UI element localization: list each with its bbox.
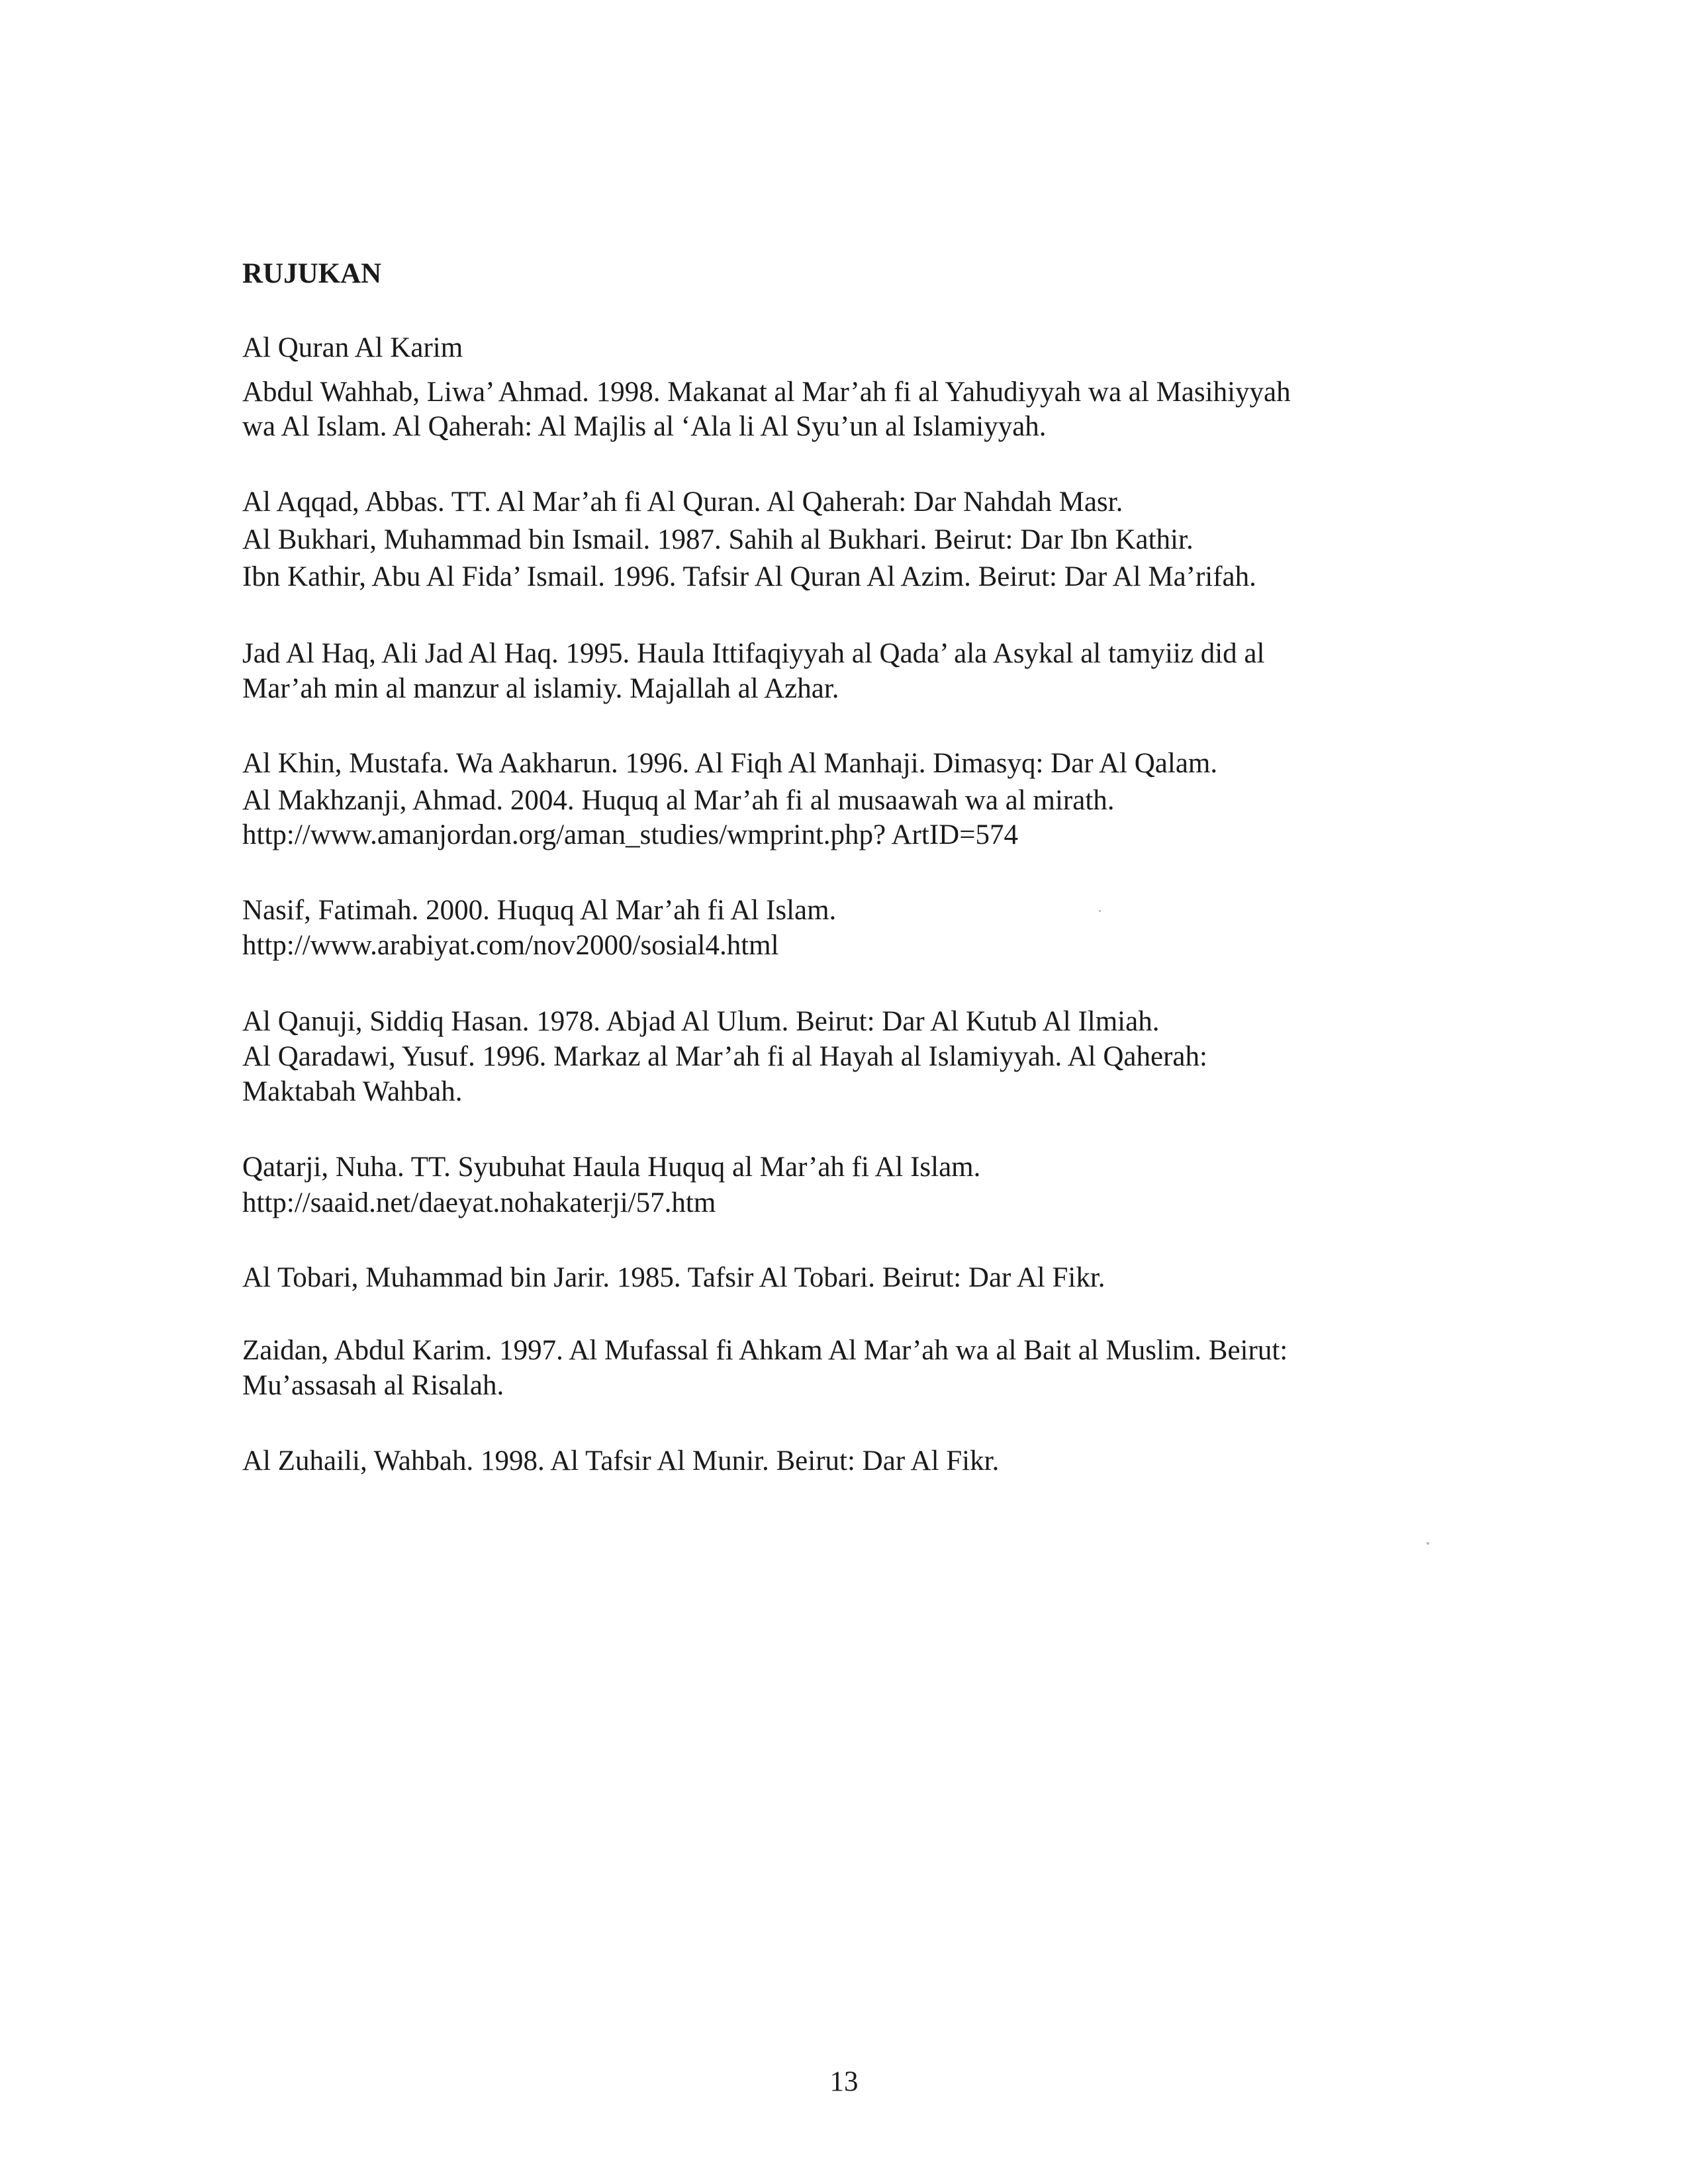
reference-line: Al Khin, Mustafa. Wa Aakharun. 1996. Al Fiqh Al Manhaji. Dimasyq: Dar Al Qalam. (242, 748, 1218, 779)
reference-line: Al Qaradawi, Yusuf. 1996. Markaz al Mar’ah fi al Hayah al Islamiyyah. Al Qaherah: (242, 1041, 1207, 1072)
reference-line: Al Zuhaili, Wahbah. 1998. Al Tafsir Al Munir. Beirut: Dar Al Fikr. (242, 1445, 1000, 1477)
reference-line: Zaidan, Abdul Karim. 1997. Al Mufassal fi Ahkam Al Mar’ah wa al Bait al Muslim. Beirut: (242, 1335, 1288, 1366)
reference-line: http://www.arabiyat.com/nov2000/sosial4.html (242, 930, 779, 961)
page-title: RUJUKAN (242, 258, 382, 289)
reference-line: http://www.amanjordan.org/aman_studies/wmprint.php? ArtID=574 (242, 819, 1018, 850)
reference-line: Abdul Wahhab, Liwa’ Ahmad. 1998. Makanat al Mar’ah fi al Yahudiyyah wa al Masihiyyah (242, 377, 1291, 408)
reference-line: Qatarji, Nuha. TT. Syubuhat Haula Huquq al Mar’ah fi Al Islam. (242, 1152, 981, 1183)
reference-line: Al Aqqad, Abbas. TT. Al Mar’ah fi Al Quran. Al Qaherah: Dar Nahdah Masr. (242, 486, 1123, 518)
reference-line: Al Qanuji, Siddiq Hasan. 1978. Abjad Al Ulum. Beirut: Dar Al Kutub Al Ilmiah. (242, 1006, 1160, 1037)
reference-line: Ibn Kathir, Abu Al Fida’ Ismail. 1996. Tafsir Al Quran Al Azim. Beirut: Dar Al Ma’rifah. (242, 561, 1256, 592)
reference-line: Mar’ah min al manzur al islamiy. Majallah al Azhar. (242, 673, 839, 704)
page-number: 13 (829, 2066, 859, 2097)
reference-line: Jad Al Haq, Ali Jad Al Haq. 1995. Haula Ittifaqiyyah al Qada’ ala Asykal al tamyiiz did al (242, 638, 1265, 669)
reference-line: Nasif, Fatimah. 2000. Huquq Al Mar’ah fi Al Islam. (242, 895, 837, 926)
scan-speck (1427, 1542, 1429, 1545)
reference-line: Maktabah Wahbah. (242, 1076, 463, 1107)
reference-line: Al Quran Al Karim (242, 332, 463, 363)
reference-line: Al Bukhari, Muhammad bin Ismail. 1987. Sahih al Bukhari. Beirut: Dar Ibn Kathir. (242, 524, 1194, 555)
reference-line: http://saaid.net/daeyat.nohakaterji/57.htm (242, 1187, 716, 1218)
reference-line: Al Tobari, Muhammad bin Jarir. 1985. Tafsir Al Tobari. Beirut: Dar Al Fikr. (242, 1262, 1105, 1293)
reference-line: Al Makhzanji, Ahmad. 2004. Huquq al Mar’ah fi al musaawah wa al mirath. (242, 785, 1115, 816)
reference-line: wa Al Islam. Al Qaherah: Al Majlis al ‘Ala li Al Syu’un al Islamiyyah. (242, 411, 1047, 442)
reference-line: Mu’assasah al Risalah. (242, 1370, 504, 1401)
scan-speck (1099, 910, 1101, 912)
